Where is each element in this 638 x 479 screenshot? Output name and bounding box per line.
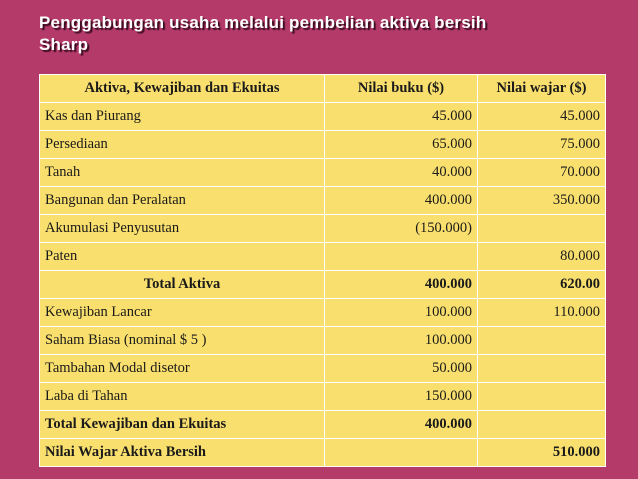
table-row (40, 103, 606, 131)
row-fair-value (478, 411, 606, 439)
row-book-value: 100.000 (325, 299, 478, 327)
row-label: Laba di Tahan (40, 383, 325, 411)
row-book-value: 400.000 (325, 271, 478, 299)
row-fair-value (478, 327, 606, 355)
row-label: Nilai Wajar Aktiva Bersih (40, 439, 325, 467)
row-fair-value: 80.000 (478, 243, 606, 271)
row-label: Bangunan dan Peralatan (40, 187, 325, 215)
row-book-value: 100.000 (325, 327, 478, 355)
row-label: Kas dan Piurang (40, 103, 325, 131)
row-label: Tambahan Modal disetor (40, 355, 325, 383)
row-fair-value: 620.00 (478, 271, 606, 299)
row-label: Paten (40, 243, 325, 271)
header-account: Aktiva, Kewajiban dan Ekuitas (40, 75, 325, 103)
row-book-value: 400.000 (325, 187, 478, 215)
net-assets-fair-value-row (40, 439, 606, 467)
row-label: Kewajiban Lancar (40, 299, 325, 327)
row-fair-value: 70.000 (478, 159, 606, 187)
row-label: Saham Biasa (nominal $ 5 ) (40, 327, 325, 355)
row-label: Persediaan (40, 131, 325, 159)
table-row (40, 159, 606, 187)
row-book-value: 40.000 (325, 159, 478, 187)
row-label: Akumulasi Penyusutan (40, 215, 325, 243)
row-fair-value (478, 383, 606, 411)
table-row (40, 243, 606, 271)
row-label: Tanah (40, 159, 325, 187)
table-row (40, 355, 606, 383)
row-book-value: 400.000 (325, 411, 478, 439)
row-fair-value: 45.000 (478, 103, 606, 131)
table-row (40, 131, 606, 159)
total-liabilities-equity-row (40, 411, 606, 439)
row-fair-value (478, 215, 606, 243)
row-fair-value: 510.000 (478, 439, 606, 467)
row-label: Total Kewajiban dan Ekuitas (40, 411, 325, 439)
row-book-value: 45.000 (325, 103, 478, 131)
row-fair-value (478, 355, 606, 383)
row-fair-value: 75.000 (478, 131, 606, 159)
table-row (40, 215, 606, 243)
row-fair-value: 350.000 (478, 187, 606, 215)
total-assets-row (40, 271, 606, 299)
table-row (40, 383, 606, 411)
slide-title-line-2: Sharp (39, 35, 89, 54)
slide-title (39, 12, 619, 56)
slide-title-line-1: Penggabungan usaha melalui pembelian aktiva bersih (39, 13, 487, 32)
row-book-value (325, 243, 478, 271)
row-book-value (325, 439, 478, 467)
row-book-value: 150.000 (325, 383, 478, 411)
balance-table (39, 74, 606, 467)
table-row (40, 327, 606, 355)
row-fair-value: 110.000 (478, 299, 606, 327)
row-book-value: (150.000) (325, 215, 478, 243)
row-label: Total Aktiva (40, 271, 325, 299)
header-fair-value: Nilai wajar ($) (478, 75, 606, 103)
table-row (40, 299, 606, 327)
header-book-value: Nilai buku ($) (325, 75, 478, 103)
row-book-value: 65.000 (325, 131, 478, 159)
table-header-row (40, 75, 606, 103)
row-book-value: 50.000 (325, 355, 478, 383)
table-row (40, 187, 606, 215)
